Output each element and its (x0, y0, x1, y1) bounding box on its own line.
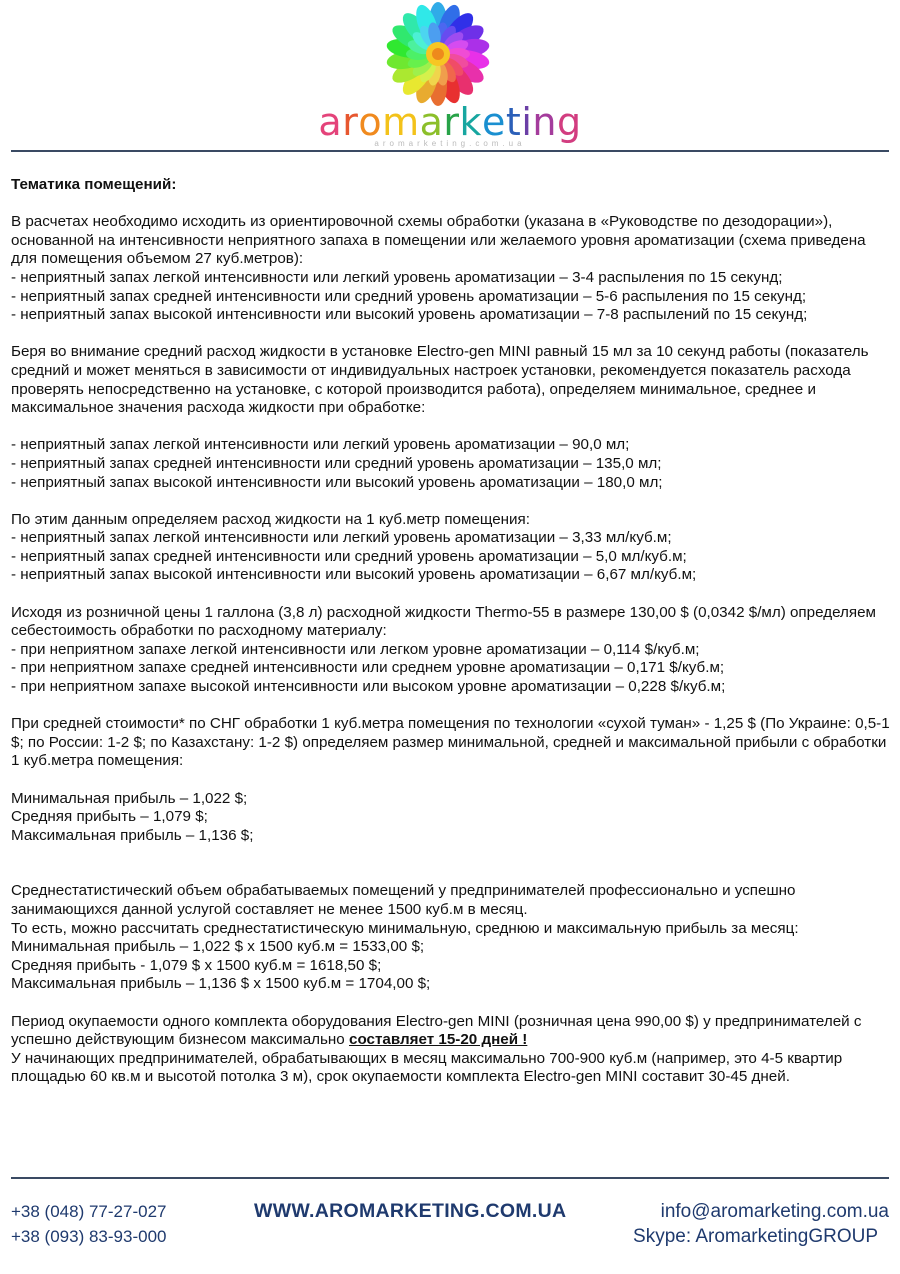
company-logo (0, 0, 900, 150)
consumption-intro: Беря во внимание средний расход жидкости в установке Electro-gen MINI равный 15 мл за 10 секунд работы (показатель средний и может меняться в зависимости от индивидуальных настроек установки, рекомендуется показатель расхода проверять непосредственно на установке, с которой производится работа), определяем минимальное, среднее и максимальное значения расхода жидкости при обработке: (11, 343, 869, 417)
flower-logo-icon (382, 2, 494, 106)
brand-letter: n (532, 100, 557, 144)
brand-letter: g (556, 100, 582, 144)
brand-subtitle: aromarketing.com.ua (374, 139, 526, 148)
brand-letter: i (521, 100, 533, 144)
payback-text: Период окупаемости одного комплекта оборудования Electro-gen MINI (розничная цена 990,00 $) у предпринимателей с успешно действующим бизнесом максимально (11, 1012, 862, 1049)
per-m3-intro: По этим данным определяем расход жидкости на 1 куб.метр помещения: (11, 510, 530, 528)
list-item: Минимальная прибыль – 1,022 $; (11, 789, 248, 807)
payback-highlight: составляет 15-20 дней ! (349, 1031, 528, 1049)
contact-list (633, 1199, 889, 1249)
brand-wordmark (0, 100, 900, 144)
brand-letter: e (482, 100, 506, 144)
list-item: - неприятный запах высокой интенсивности или высокий уровень ароматизации – 6,67 мл/куб.м; (11, 566, 697, 584)
brand-letter: m (382, 100, 420, 144)
list-item: - неприятный запах легкой интенсивности или легкий уровень ароматизации – 3-4 распыления по 15 секунд; (11, 268, 783, 286)
cost-intro: Исходя из розничной цены 1 галлона (3,8 л) расходной жидкости Thermo-55 в размере 130,00 $ (0,0342 $/мл) определяем себестоимость обработки по расходному материалу: (11, 603, 876, 640)
list-item: - при неприятном запахе средней интенсивности или среднем уровне ароматизации – 0,171 $/куб.м; (11, 659, 725, 677)
brand-letter: t (505, 100, 522, 144)
monthly-intro-2: То есть, можно рассчитать среднестатистическую минимальную, среднюю и максимальную прибыль за месяц: (11, 919, 799, 937)
document-body (11, 176, 891, 1106)
brand-letter: r (443, 100, 460, 144)
cost-block (11, 604, 891, 697)
list-item: Максимальная прибыль – 1,136 $; (11, 826, 254, 844)
section-title: Тематика помещений: (11, 176, 177, 193)
list-item: - неприятный запах легкой интенсивности или легкий уровень ароматизации – 3,33 мл/куб.м; (11, 529, 672, 547)
monthly-intro: Среднестатистический объем обрабатываемых помещений у предпринимателей профессионально и успешно занимающихся данной услугой составляет не менее 1500 куб.м в месяц. (11, 882, 796, 918)
list-item: Минимальная прибыль – 1,022 $ x 1500 куб.м = 1533,00 $; (11, 938, 425, 956)
list-item: - при неприятном запахе легкой интенсивности или легком уровне ароматизации – 0,114 $/куб.м; (11, 640, 700, 658)
profit-list (11, 790, 891, 846)
flower-core (432, 48, 444, 60)
scheme-list (11, 269, 891, 325)
list-item: Средняя прибыть – 1,079 $; (11, 808, 208, 826)
list-item: - неприятный запах средней интенсивности или средний уровень ароматизации – 135,0 мл; (11, 454, 662, 472)
footer-divider (11, 1177, 889, 1179)
per-m3-block (11, 511, 891, 585)
list-item: Максимальная прибыль – 1,136 $ x 1500 куб.м = 1704,00 $; (11, 975, 431, 993)
profit-intro: При средней стоимости* по СНГ обработки 1 куб.метра помещения по технологии «сухой туман» - 1,25 $ (По Украине: 0,5-1 $; по России: 1-2 $; по Казахстану: 1-2 $) определяем размер минимальной, средней и максимальной прибыли с обработки 1 куб.метра помещения: (11, 715, 890, 770)
brand-letter: k (459, 100, 483, 144)
consumption-list (11, 436, 891, 492)
list-item: Средняя прибыть - 1,079 $ x 1500 куб.м = 1618,50 $; (11, 956, 382, 974)
payback-block (11, 1013, 891, 1087)
list-item: - неприятный запах легкой интенсивности или легкий уровень ароматизации – 90,0 мл; (11, 436, 630, 454)
website-link[interactable]: WWW.AROMARKETING.COM.UA (254, 1200, 567, 1222)
footer (11, 1199, 889, 1259)
brand-letter: a (419, 100, 444, 144)
email-link[interactable]: info@aromarketing.com.ua (660, 1201, 889, 1222)
list-item: - неприятный запах средней интенсивности или средний уровень ароматизации – 5-6 распыления по 15 секунд; (11, 287, 807, 305)
payback-note: У начинающих предпринимателей, обрабатывающих в месяц максимально 700-900 куб.м (например, это 4-5 квартир площадью 60 кв.м и высотой потолка 3 м), срок окупаемости комплекта Electro-gen MINI составит 30-45 дней. (11, 1049, 843, 1086)
intro-paragraph: В расчетах необходимо исходить из ориентировочной схемы обработки (указана в «Руководстве по дезодорации»), основанной на интенсивности неприятного запаха в помещении или желаемого уровня ароматизации (схема приведена для помещения объемом 27 куб.метров): (11, 213, 866, 268)
phone-list (11, 1199, 166, 1249)
brand-letter: r (342, 100, 359, 144)
skype-contact[interactable]: Skype: AromarketingGROUP (633, 1226, 878, 1247)
brand-letter: a (318, 100, 343, 144)
phone-2[interactable]: +38 (093) 83-93-000 (11, 1227, 167, 1246)
list-item: - неприятный запах высокой интенсивности или высокий уровень ароматизации – 180,0 мл; (11, 473, 663, 491)
monthly-block (11, 882, 891, 994)
phone-1[interactable]: +38 (048) 77-27-027 (11, 1202, 167, 1221)
brand-letter: o (358, 100, 383, 144)
list-item: - неприятный запах высокой интенсивности или высокий уровень ароматизации – 7-8 распылений по 15 секунд; (11, 306, 808, 324)
header-divider (11, 150, 889, 152)
list-item: - при неприятном запахе высокой интенсивности или высоком уровне ароматизации – 0,228 $/куб.м; (11, 678, 726, 696)
list-item: - неприятный запах средней интенсивности или средний уровень ароматизации – 5,0 мл/куб.м; (11, 547, 687, 565)
